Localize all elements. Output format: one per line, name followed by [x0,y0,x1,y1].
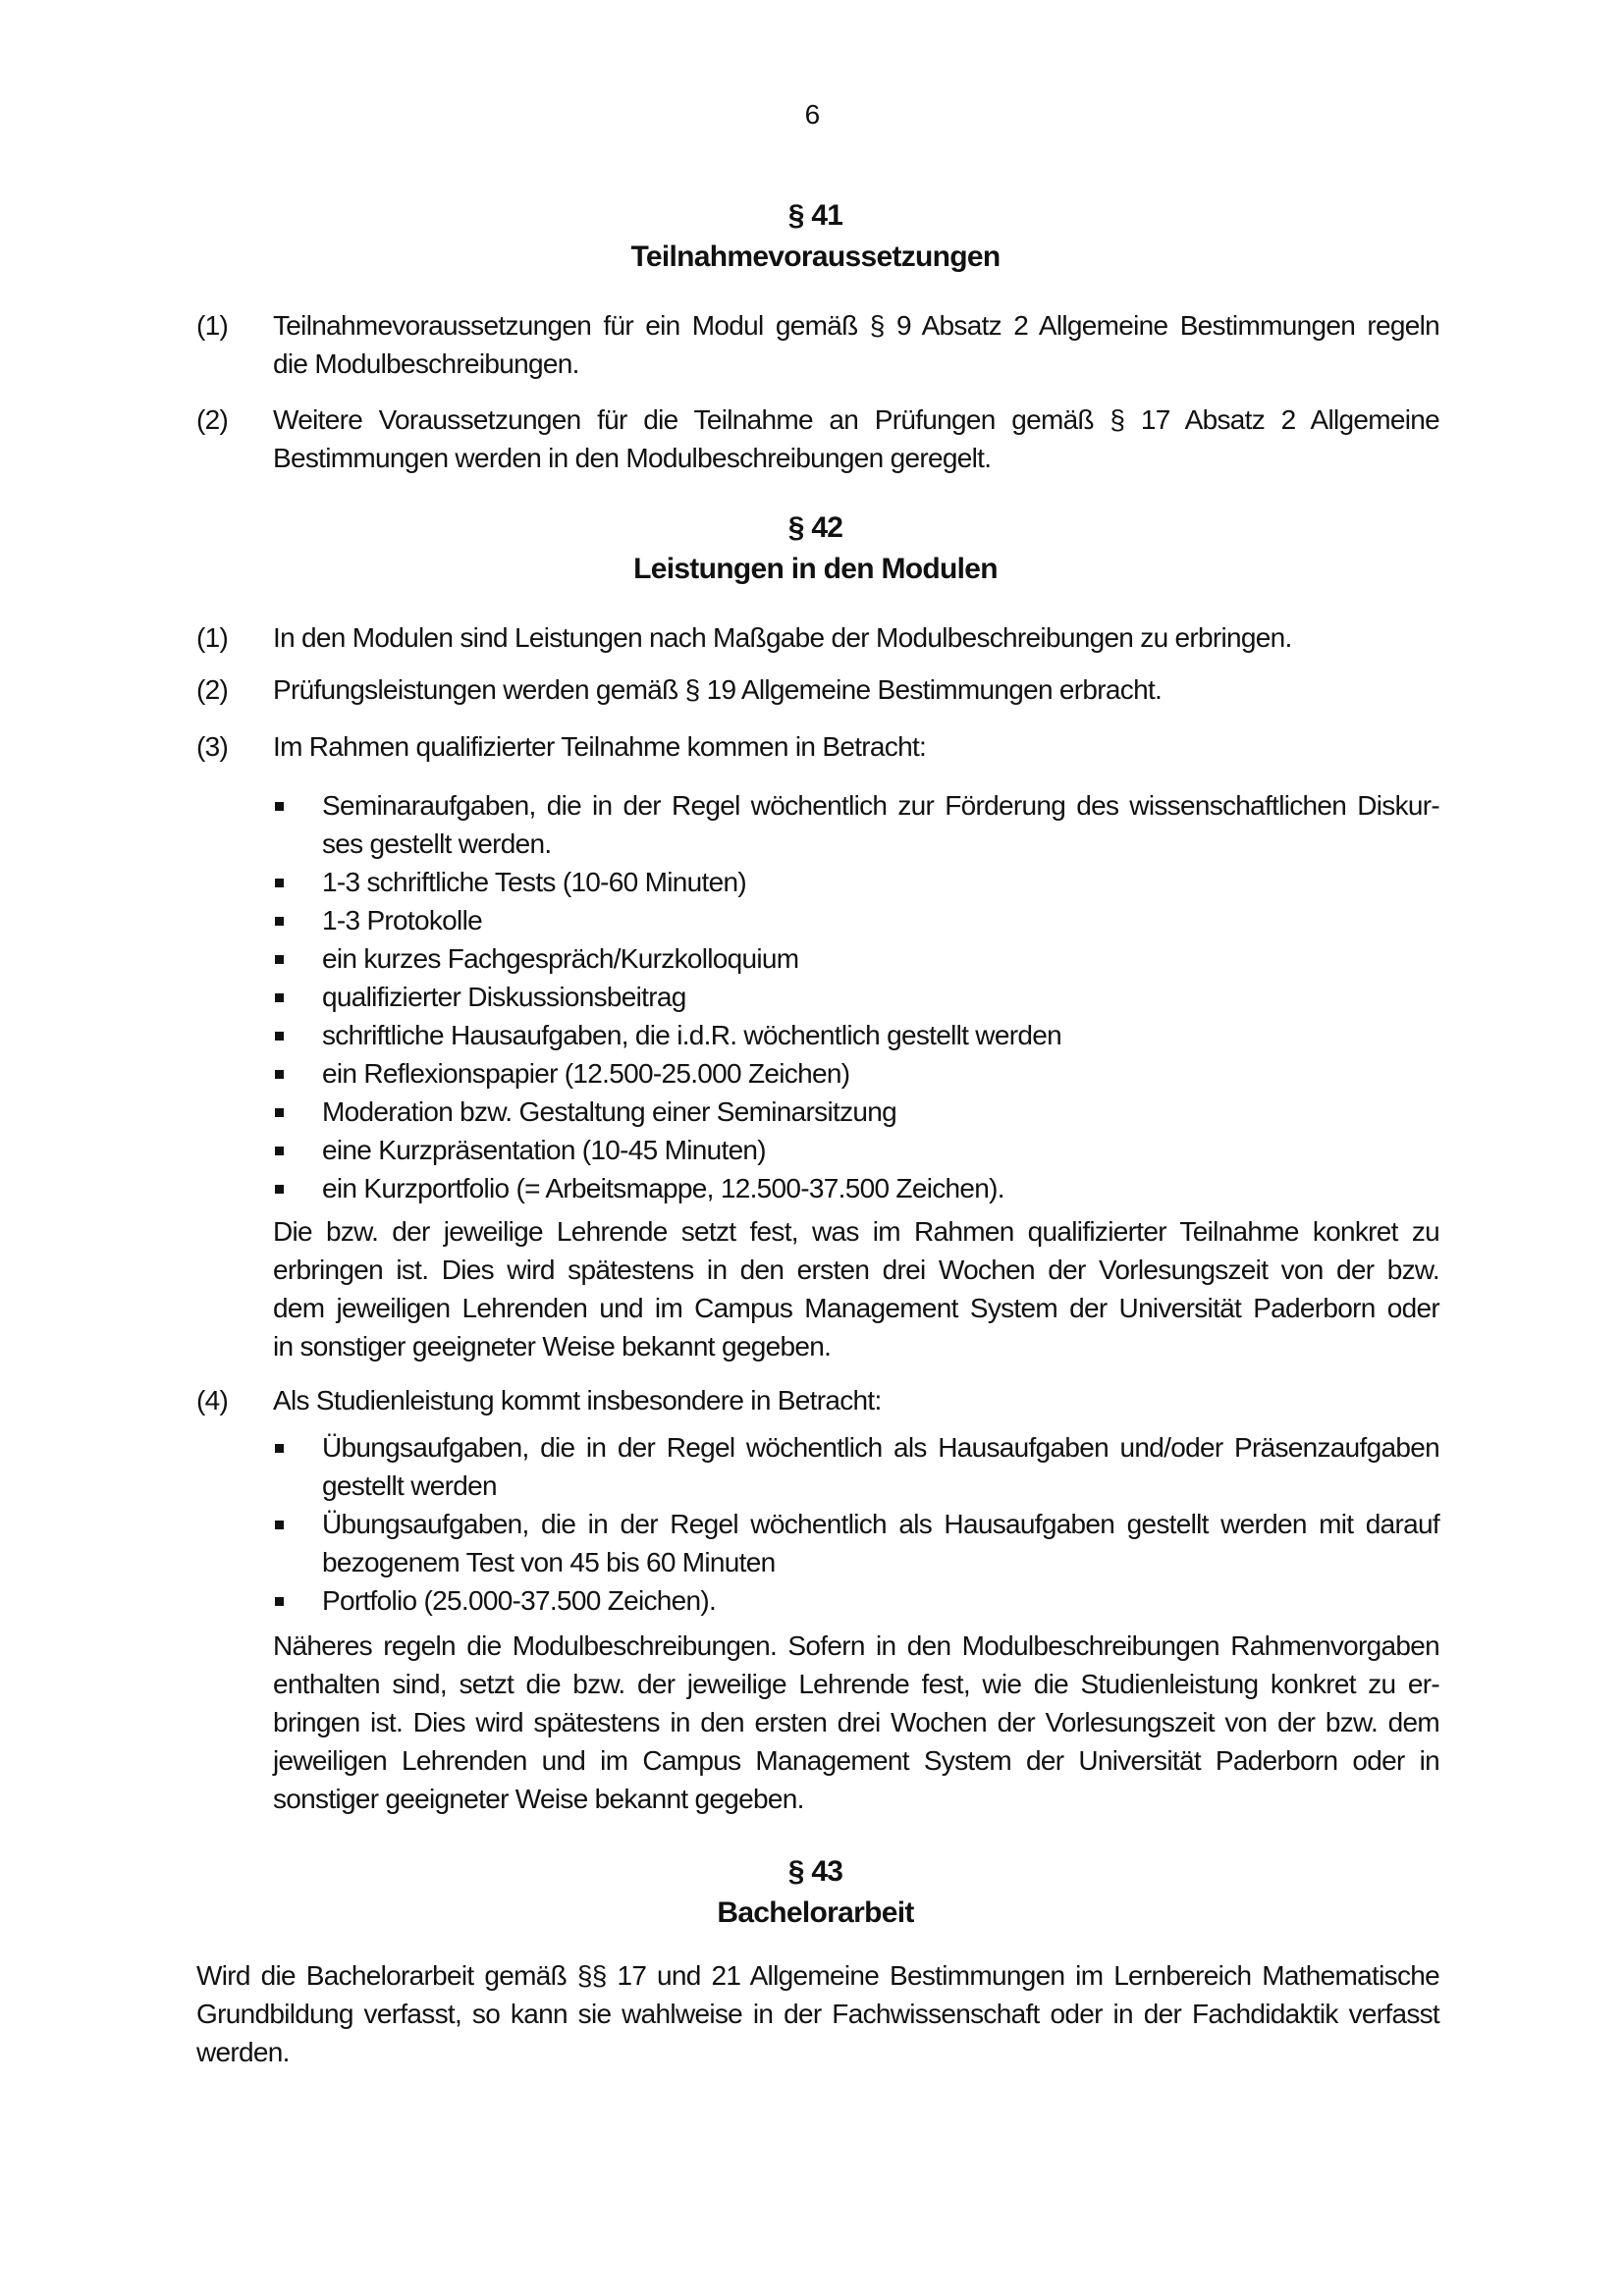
bullet-icon [275,1029,291,1044]
list-item: ein Kurzportfolio (= Arbeitsmappe, 12.500-37.500 Zeichen). [322,1173,1004,1203]
page-number: 6 [804,99,820,130]
bullet-icon [275,990,291,1006]
paragraph-42-2: Prüfungsleistungen werden gemäß § 19 Allgemeine Bestimmungen erbracht. [273,674,1163,705]
list-item: eine Kurzpräsentation (10-45 Minuten) [322,1135,766,1165]
text-line: ses gestellt werden. [322,828,552,859]
section-43-number: § 43 [787,1855,843,1888]
text-line: Übungsaufgaben, die in der Regel wöchentlich als Hausaufgaben und/oder Präsenzaufgaben [322,1432,1439,1463]
text-line: jeweiligen Lehrenden und im Campus Management System der Universität Paderborn oder in [273,1745,1439,1776]
list-item: ein Reflexionspapier (12.500-25.000 Zeichen) [322,1058,850,1089]
text-line: bezogenem Test von 45 bis 60 Minuten [322,1547,776,1577]
paragraph-42-1: In den Modulen sind Leistungen nach Maßgabe der Modulbeschreibungen zu erbringen. [273,622,1292,653]
text-line: gestellt werden [322,1470,497,1501]
text-line: bringen ist. Dies wird spätestens in den ersten drei Wochen der Vorlesungszeit von der bzw. dem [273,1707,1439,1737]
list-item: Moderation bzw. Gestaltung einer Seminarsitzung [322,1096,896,1127]
paragraph-41-1 [273,306,1439,383]
text-line: Weitere Voraussetzungen für die Teilnahme an Prüfungen gemäß § 17 Absatz 2 Allgemeine [273,404,1439,435]
paragraph-42-3-note [273,1212,1439,1365]
item-number: (1) [196,622,229,653]
list-item: 1-3 Protokolle [322,905,482,935]
bullet-icon [275,952,291,968]
section-43-title: Bachelorarbeit [717,1896,914,1929]
bullet-icon [275,914,291,930]
section-41-number: § 41 [787,199,843,232]
section-41-title: Teilnahmevoraussetzungen [630,240,1001,273]
paragraph-41-2 [273,400,1439,477]
text-line: werden. [196,2037,290,2067]
section-42-title: Leistungen in den Modulen [633,553,998,585]
bullet-icon [275,1067,291,1083]
text-line: Näheres regeln die Modulbeschreibungen. Sofern in den Modulbeschreibungen Rahmenvorgaben [273,1630,1439,1661]
paragraph-42-4-note [273,1627,1439,1818]
bullet-icon [275,1441,291,1457]
text-line: dem jeweiligen Lehrenden und im Campus Management System der Universität Paderborn oder [273,1293,1439,1323]
text-line: Seminaraufgaben, die in der Regel wöchentlich zur Förderung des wissenschaftlichen Diskur- [322,790,1439,821]
list-item [322,1428,1439,1505]
text-line: in sonstiger geeigneter Weise bekannt gegeben. [273,1331,832,1362]
list-item: schriftliche Hausaufgaben, die i.d.R. wöchentlich gestellt werden [322,1020,1061,1050]
text-line: die Modulbeschreibungen. [273,348,579,379]
bullet-icon [275,876,291,891]
list-item [322,786,1439,863]
bullet-icon [275,1182,291,1198]
paragraph-42-3: Im Rahmen qualifizierter Teilnahme kommen in Betracht: [273,731,927,762]
bullet-icon [275,1105,291,1121]
text-line: enthalten sind, setzt die bzw. der jeweilige Lehrende fest, wie die Studienleistung konkret zu er- [273,1669,1439,1699]
list-item: ein kurzes Fachgespräch/Kurzkolloquium [322,943,799,974]
section-42-number: § 42 [787,511,843,544]
item-number: (2) [196,404,229,435]
item-number: (3) [196,731,229,762]
text-line: erbringen ist. Dies wird spätestens in den ersten drei Wochen der Vorlesungszeit von der bzw. [273,1255,1439,1285]
text-line: sonstiger geeigneter Weise bekannt gegeben. [273,1784,804,1814]
text-line: Bestimmungen werden in den Modulbeschreibungen geregelt. [273,443,992,473]
bullet-icon [275,1594,291,1610]
bullet-icon [275,1144,291,1159]
bullet-icon [275,1518,291,1533]
item-number: (1) [196,310,229,341]
text-line: Übungsaufgaben, die in der Regel wöchentlich als Hausaufgaben gestellt werden mit darauf [322,1509,1439,1539]
list-item [322,1505,1439,1581]
text-line: Wird die Bachelorarbeit gemäß §§ 17 und 21 Allgemeine Bestimmungen im Lernbereich Mathematische [196,1960,1439,1991]
item-number: (4) [196,1385,229,1415]
text-line: Die bzw. der jeweilige Lehrende setzt fest, was im Rahmen qualifizierter Teilnahme konkret zu [273,1216,1439,1247]
list-item: qualifizierter Diskussionsbeitrag [322,982,686,1012]
list-item: 1-3 schriftliche Tests (10-60 Minuten) [322,867,746,897]
paragraph-43 [196,1956,1439,2071]
list-item: Portfolio (25.000-37.500 Zeichen). [322,1585,717,1616]
paragraph-42-4: Als Studienleistung kommt insbesondere in Betracht: [273,1385,882,1415]
bullet-icon [275,799,291,815]
text-line: Grundbildung verfasst, so kann sie wahlweise in der Fachwissenschaft oder in der Fachdidaktik verfasst [196,1999,1439,2029]
text-line: Teilnahmevoraussetzungen für ein Modul gemäß § 9 Absatz 2 Allgemeine Bestimmungen regeln [273,310,1439,341]
item-number: (2) [196,674,229,705]
